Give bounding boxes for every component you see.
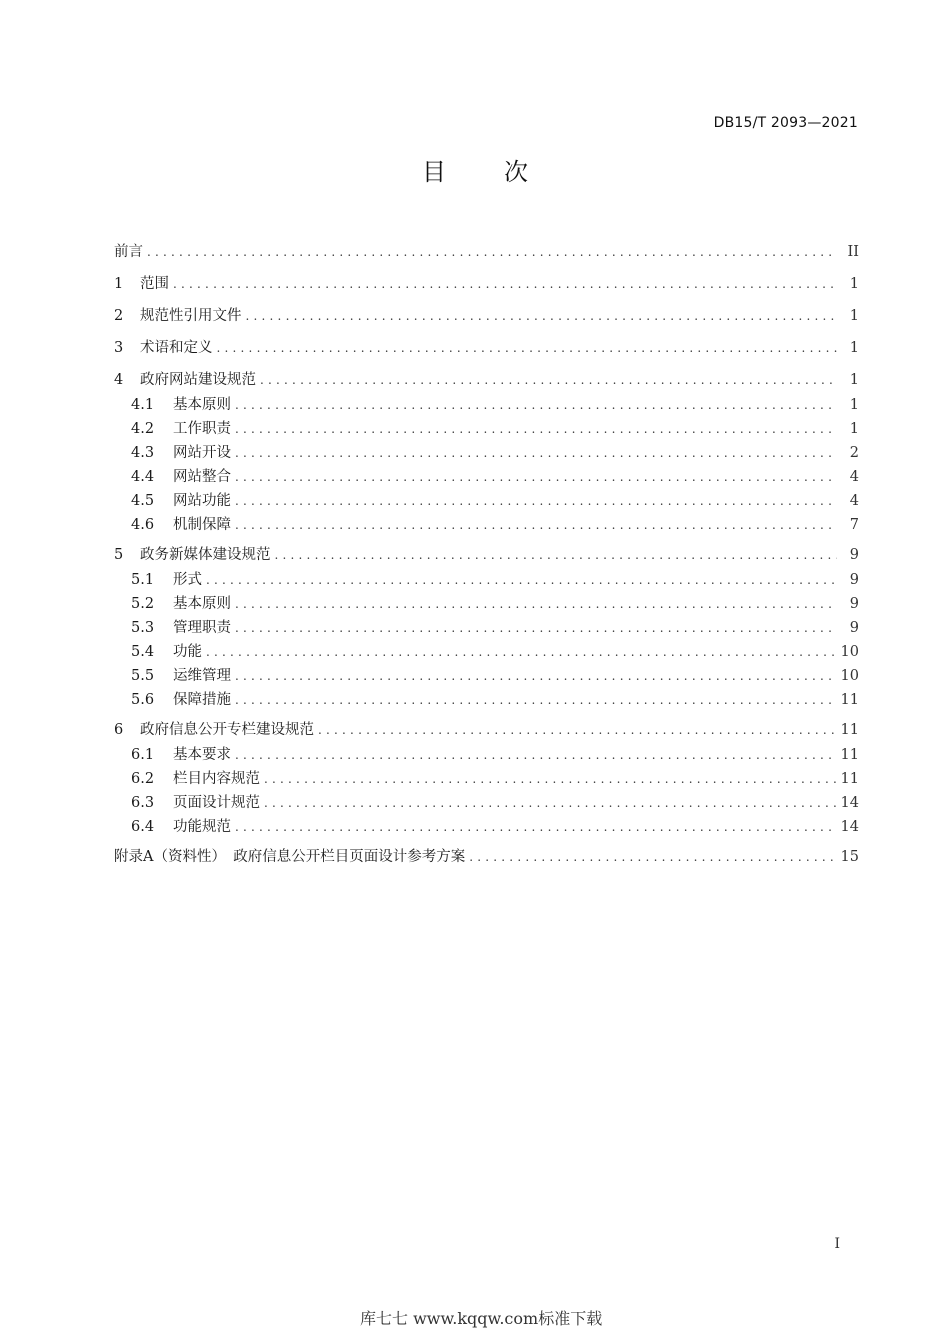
toc-entry-page: 11: [840, 771, 859, 787]
toc-entry-label: 政府信息公开专栏建设规范: [140, 722, 314, 738]
toc-entry-label: 规范性引用文件: [140, 308, 242, 324]
toc-entry[interactable]: [131, 817, 859, 837]
toc-entry[interactable]: [114, 545, 859, 565]
dot-leader: [264, 793, 837, 813]
toc-entry-page: 7: [849, 517, 859, 533]
dot-leader: [235, 491, 837, 511]
toc-entry-page: 10: [840, 644, 859, 660]
toc-entry[interactable]: [131, 419, 859, 439]
dot-leader: [235, 817, 837, 837]
toc-entry-number: 5.6: [131, 692, 155, 708]
toc-entry-label: 基本原则: [173, 397, 231, 413]
dot-leader: [260, 370, 837, 390]
dot-leader: [235, 515, 837, 535]
toc-entry-number: 4.3: [131, 445, 155, 461]
toc-entry-page: 9: [849, 547, 859, 563]
toc-entry-page: 10: [840, 668, 859, 684]
dot-leader: [264, 769, 837, 789]
dot-leader: [318, 720, 837, 740]
toc-entry-number: 4: [114, 372, 124, 388]
toc-entry-label: 保障措施: [173, 692, 231, 708]
toc-entry-number: 4.2: [131, 421, 155, 437]
toc-entry-page: 2: [849, 445, 859, 461]
toc-entry-label: 机制保障: [173, 517, 231, 533]
toc-entry-page: 9: [849, 596, 859, 612]
toc-entry-label: 栏目内容规范: [173, 771, 260, 787]
toc-entry[interactable]: [114, 370, 859, 390]
toc-entry-page: 4: [849, 469, 859, 485]
toc-entry-page: 15: [840, 849, 859, 865]
toc-entry-label: 范围: [140, 276, 169, 292]
toc-entry-page: 1: [849, 276, 859, 292]
toc-entry-label: 页面设计规范: [173, 795, 260, 811]
dot-leader: [206, 642, 837, 662]
toc-entry-page: 4: [849, 493, 859, 509]
dot-leader: [235, 666, 837, 686]
dot-leader: [235, 419, 837, 439]
toc-entry-number: 5: [114, 547, 124, 563]
toc-entry-number: 5.4: [131, 644, 155, 660]
toc-entry-label: 网站整合: [173, 469, 231, 485]
dot-leader: [235, 690, 837, 710]
toc-entry-page: 1: [849, 340, 859, 356]
toc-entry[interactable]: [131, 594, 859, 614]
title-char-1: 目: [422, 158, 446, 186]
toc-entry-page: 1: [849, 397, 859, 413]
toc-entry[interactable]: [131, 666, 859, 686]
toc-entry-page: 1: [849, 421, 859, 437]
toc-entry-number: 6.1: [131, 747, 155, 763]
toc-entry-number: 6: [114, 722, 124, 738]
toc-entry-number: 4.1: [131, 397, 155, 413]
toc-entry-page: 14: [840, 795, 859, 811]
toc-entry-label: 政务新媒体建设规范: [140, 547, 271, 563]
toc-entry[interactable]: [114, 306, 859, 326]
toc-entry[interactable]: [131, 491, 859, 511]
dot-leader: [217, 338, 838, 358]
toc-entry-label: 基本原则: [173, 596, 231, 612]
toc-entry-label: 政府网站建设规范: [140, 372, 256, 388]
toc-entry-page: 11: [840, 722, 859, 738]
toc-entry-page: 11: [840, 747, 859, 763]
toc-entry-label: 术语和定义: [140, 340, 213, 356]
toc-entry-label: 功能规范: [173, 819, 231, 835]
toc-entry[interactable]: [131, 769, 859, 789]
toc-entry-number: 5.1: [131, 572, 155, 588]
toc-entry-label: 工作职责: [173, 421, 231, 437]
toc-entry[interactable]: [131, 515, 859, 535]
toc-entry-page: 9: [849, 572, 859, 588]
toc-entry-number: 6.3: [131, 795, 155, 811]
dot-leader: [235, 745, 837, 765]
toc-entry[interactable]: [131, 618, 859, 638]
toc-entry-label: 附录A（资料性） 政府信息公开栏目页面设计参考方案: [114, 849, 466, 865]
toc-entry-number: 6.4: [131, 819, 155, 835]
toc-entry[interactable]: [131, 443, 859, 463]
toc-entry[interactable]: [131, 395, 859, 415]
toc-entry[interactable]: [131, 570, 859, 590]
toc-entry[interactable]: [114, 338, 859, 358]
toc-entry-page: 9: [849, 620, 859, 636]
document-code: DB15/T 2093—2021: [713, 115, 858, 131]
toc-entry-number: 1: [114, 276, 124, 292]
dot-leader: [235, 594, 837, 614]
dot-leader: [235, 467, 837, 487]
toc-entry-label: 前言: [114, 244, 143, 260]
toc-entry-number: 5.2: [131, 596, 155, 612]
dot-leader: [147, 242, 837, 262]
dot-leader: [173, 274, 837, 294]
dot-leader: [235, 395, 837, 415]
toc-entry[interactable]: [131, 642, 859, 662]
toc-entry[interactable]: [114, 242, 859, 262]
footer-watermark: 库七七 www.kqqw.com标准下载: [360, 1309, 603, 1328]
toc-entry-number: 2: [114, 308, 124, 324]
title-char-2: 次: [504, 158, 528, 186]
toc-entry[interactable]: [114, 720, 859, 740]
toc-entry-number: 3: [114, 340, 124, 356]
toc-entry[interactable]: [114, 847, 859, 867]
dot-leader: [235, 443, 837, 463]
toc-entry[interactable]: [131, 793, 859, 813]
toc-entry[interactable]: [131, 690, 859, 710]
toc-entry-label: 运维管理: [173, 668, 231, 684]
toc-entry-page: II: [847, 244, 859, 260]
page-title: [0, 152, 950, 187]
toc-entry[interactable]: [114, 274, 859, 294]
toc-entry-label: 基本要求: [173, 747, 231, 763]
dot-leader: [235, 618, 837, 638]
toc-entry-page: 14: [840, 819, 859, 835]
page-number: I: [834, 1236, 840, 1252]
toc-entry-label: 管理职责: [173, 620, 231, 636]
toc-entry-page: 1: [849, 308, 859, 324]
toc-entry-page: 1: [849, 372, 859, 388]
toc-entry-label: 网站开设: [173, 445, 231, 461]
toc-entry[interactable]: [131, 745, 859, 765]
toc-entry-number: 5.3: [131, 620, 155, 636]
toc-entry[interactable]: [131, 467, 859, 487]
toc-entry-number: 4.4: [131, 469, 155, 485]
toc-entry-label: 网站功能: [173, 493, 231, 509]
dot-leader: [206, 570, 837, 590]
toc-entry-number: 4.6: [131, 517, 155, 533]
dot-leader: [275, 545, 838, 565]
toc-entry-number: 6.2: [131, 771, 155, 787]
dot-leader: [246, 306, 838, 326]
toc-entry-number: 5.5: [131, 668, 155, 684]
toc-entry-page: 11: [840, 692, 859, 708]
dot-leader: [469, 847, 836, 867]
toc-entry-label: 形式: [173, 572, 202, 588]
toc-entry-label: 功能: [173, 644, 202, 660]
toc-entry-number: 4.5: [131, 493, 155, 509]
